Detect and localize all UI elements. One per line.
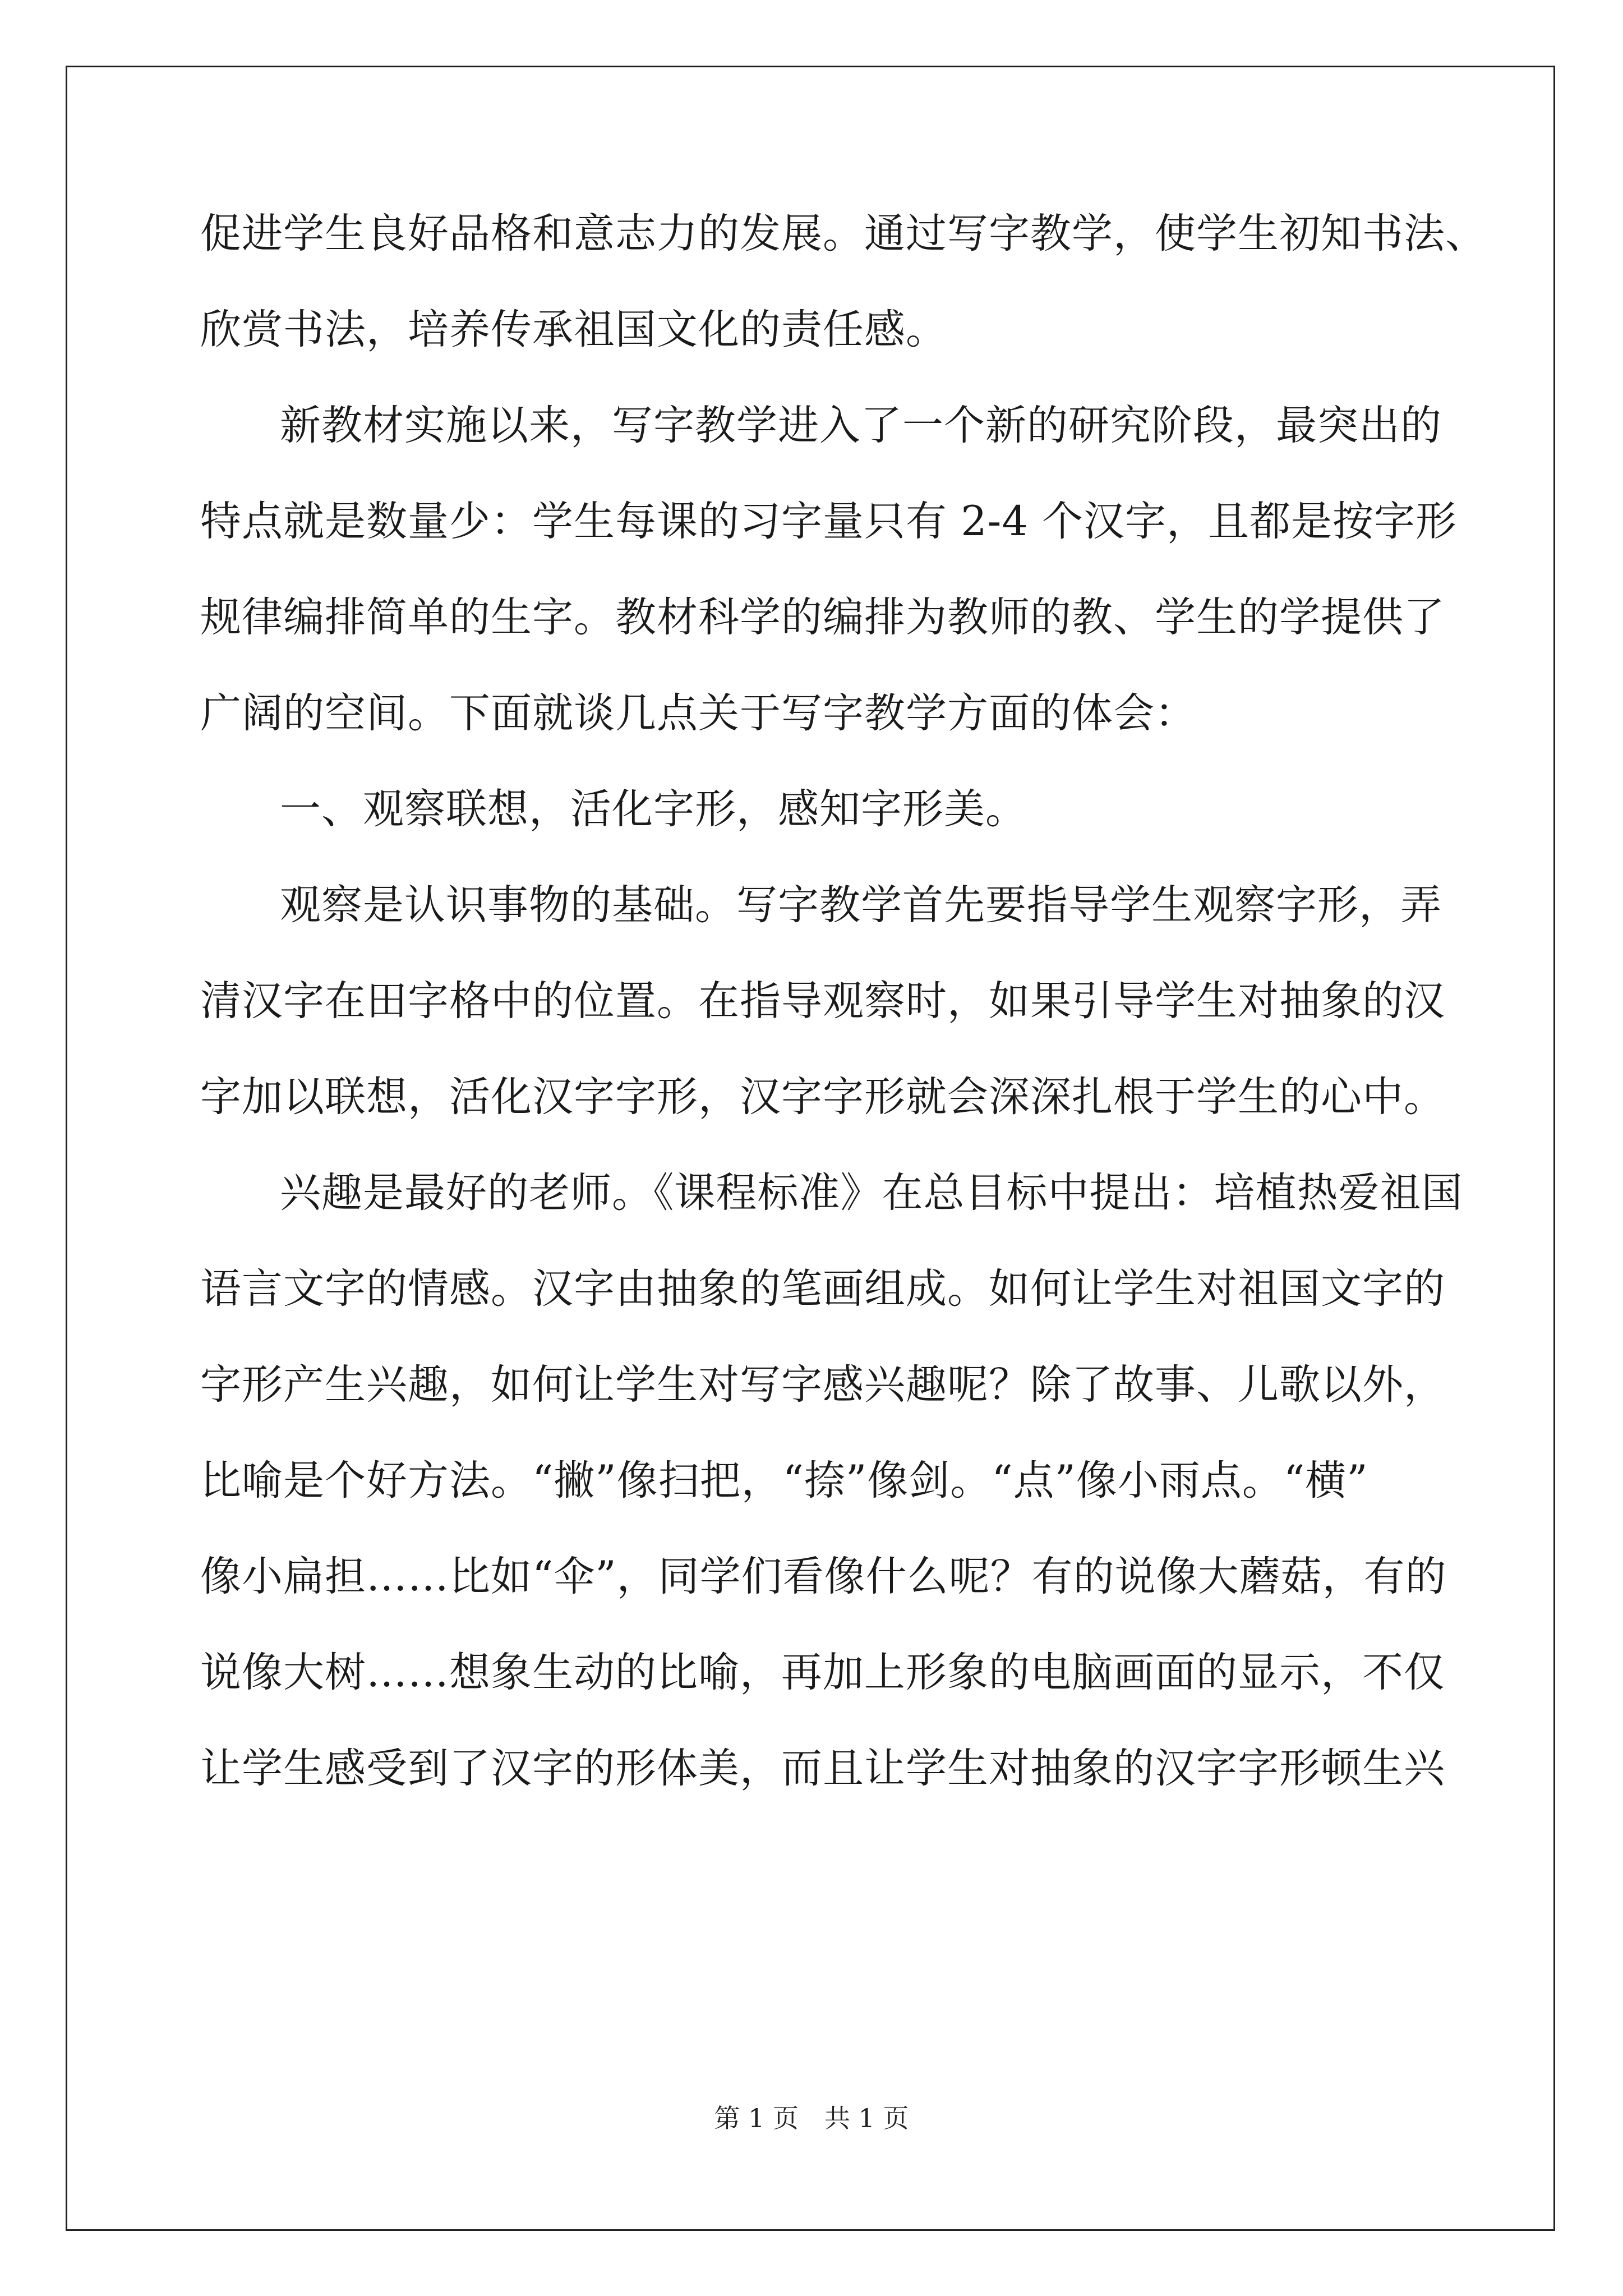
text-line: 欣赏书法，培养传承祖国文化的责任感。	[200, 306, 947, 353]
text-line: 字形产生兴趣，如何让学生对写字感兴趣呢？除了故事、儿歌以外，	[200, 1361, 1445, 1409]
text-line: 兴趣是最好的老师。《课程标准》在总目标中提出：培植热爱祖国	[280, 1169, 1463, 1217]
text-line: 说像大树……想象生动的比喻，再加上形象的电脑画面的显示，不仅	[200, 1649, 1445, 1696]
text-line: 字加以联想，活化汉字字形，汉字字形就会深深扎根于学生的心中。	[200, 1073, 1445, 1121]
text-line: 清汉字在田字格中的位置。在指导观察时，如果引导学生对抽象的汉	[200, 977, 1445, 1025]
text-line: 促进学生良好品格和意志力的发展。通过写字教学，使学生初知书法、	[200, 210, 1487, 257]
text-line: 让学生感受到了汉字的形体美，而且让学生对抽象的汉字字形顿生兴	[200, 1745, 1445, 1792]
text-line: 规律编排简单的生字。教材科学的编排为教师的教、学生的学提供了	[200, 593, 1445, 641]
document-body	[200, 208, 1487, 1838]
page-number-current: 第 1 页	[714, 2103, 799, 2133]
text-line: 特点就是数量少：学生每课的习字量只有 2-4 个汉字，且都是按字形	[200, 498, 1457, 545]
page-footer	[0, 2101, 1623, 2135]
text-line: 观察是认识事物的基础。写字教学首先要指导学生观察字形，弄	[280, 881, 1442, 929]
text-line: 新教材实施以来，写字教学进入了一个新的研究阶段，最突出的	[280, 402, 1442, 449]
text-line: 像小扁担……比如“伞”，同学们看像什么呢？有的说像大蘑菇，有的	[200, 1553, 1447, 1600]
section-heading: 一、观察联想，活化字形，感知字形美。	[280, 785, 1027, 833]
text-line: 广阔的空间。下面就谈几点关于写字教学方面的体会：	[200, 689, 1196, 737]
page-number-total: 共 1 页	[824, 2103, 909, 2133]
text-line: 比喻是个好方法。“撇”像扫把，“捺”像剑。“点”像小雨点。“横”	[200, 1457, 1368, 1504]
text-line: 语言文字的情感。汉字由抽象的笔画组成。如何让学生对祖国文字的	[200, 1265, 1445, 1313]
